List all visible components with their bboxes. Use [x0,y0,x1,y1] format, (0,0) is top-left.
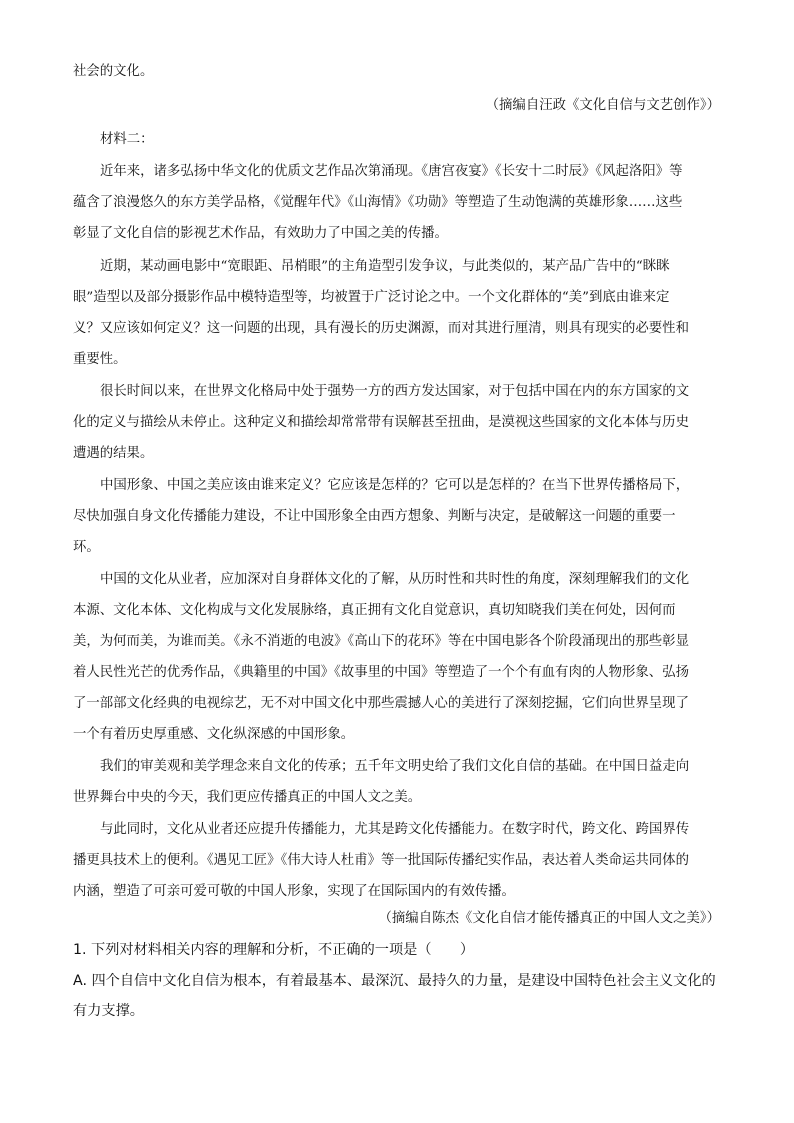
paragraph-line: 一个有着历史厚重感、文化纵深感的中国形象。 [73,727,355,742]
paragraph-line: 内涵，塑造了可亲可爱可敬的中国人形象，实现了在国际国内的有效传播。 [73,884,515,899]
paragraph-line: 眼”造型以及部分摄影作品中模特造型等，均被置于广泛讨论之中。一个文化群体的“美”到底由谁来定 [73,290,670,305]
source-attribution-2: （摘编自陈杰《文化自信才能传播真正的中国人文之美》） [378,911,720,926]
paragraph-line: 蕴含了浪漫悠久的东方美学品格，《觉醒年代》《山海情》《功勋》等塑造了生动饱满的英雄形象……这些 [73,195,683,210]
paragraph-line: 重要性。 [73,352,127,367]
paragraph-line: 很长时间以来，在世界文化格局中处于强势一方的西方发达国家，对于包括中国在内的东方国家的文 [100,384,690,399]
paragraph-line: 中国形象、中国之美应该由谁来定义？它应该是怎样的？它可以是怎样的？在当下世界传播格局下， [100,478,690,493]
paragraph-line: 近年来，诸多弘扬中华文化的优质文艺作品次第涌现。《唐宫夜宴》《长安十二时辰》《风起洛阳》等 [100,164,683,179]
paragraph-line: 遭遇的结果。 [73,446,154,461]
option-a-line: A. 四个自信中文化自信为根本，有着最基本、最深沉、最持久的力量，是建设中国特色社会主义文化的 [73,973,716,989]
paragraph-line: 与此同时，文化从业者还应提升传播能力，尤其是跨文化传播能力。在数字时代，跨文化、跨国界传 [100,822,690,837]
paragraph-line: 中国的文化从业者，应加深对自身群体文化的了解，从历时性和共时性的角度，深刻理解我们的文化 [100,572,690,587]
paragraph-line: 播更具技术上的便利。《遇见工匠》《伟大诗人杜甫》等一批国际传播纪实作品，表达着人类命运共同体的 [73,853,689,868]
paragraph-line: 义？又应该如何定义？这一问题的出现，具有漫长的历史渊源，而对其进行厘清，则具有现实的必要性和 [73,321,689,336]
paragraph-line: 尽快加强自身文化传播能力建设，不让中国形象全由西方想象、判断与决定，是破解这一问题的重要一 [73,509,676,524]
paragraph-line: 美，为何而美，为谁而美。《永不消逝的电波》《高山下的花环》等在中国电影各个阶段涌现出的那些彰显 [73,634,689,649]
paragraph-line: 化的定义与描绘从未停止。这种定义和描绘却常常带有误解甚至扭曲，是漠视这些国家的文化本体与历史 [73,415,689,430]
material2-title: 材料二： [100,132,154,147]
option-a-line: 有力支撑。 [73,1003,144,1019]
source-attribution-1: （摘编自汪政《文化自信与文艺创作》） [485,98,720,113]
paragraph-line: 了一部部文化经典的电视综艺，无不对中国文化中那些震撼人心的美进行了深刻挖掘，它们向世界呈现了 [73,696,689,711]
question-stem: 1. 下列对材料相关内容的理解和分析，不正确的一项是（ ） [73,942,475,958]
material1-tail: 社会的文化。 [73,64,154,79]
paragraph-line: 环。 [73,540,100,555]
paragraph-line: 着人民性光芒的优秀作品，《典籍里的中国》《故事里的中国》等塑造了一个个有血有肉的人物形象、弘扬 [73,665,689,680]
paragraph-line: 本源、文化本体、文化构成与文化发展脉络，真正拥有文化自觉意识，真切知晓我们美在何处，因何而 [73,603,676,618]
paragraph-line: 近期，某动画电影中“宽眼距、吊梢眼”的主角造型引发争议，与此类似的，某产品广告中的“眯眯 [100,259,670,274]
paragraph-line: 我们的审美观和美学理念来自文化的传承；五千年文明史给了我们文化自信的基础。在中国日益走向 [100,759,690,774]
paragraph-line: 彰显了文化自信的影视艺术作品，有效助力了中国之美的传播。 [73,226,448,241]
paragraph-line: 世界舞台中央的今天，我们更应传播真正的中国人文之美。 [73,790,422,805]
